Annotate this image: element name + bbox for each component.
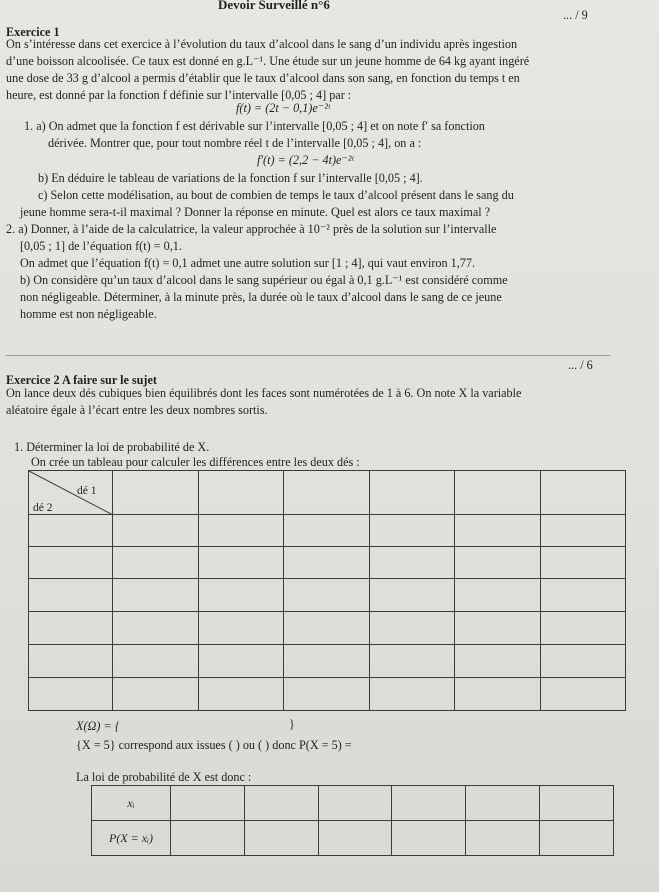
ex1-q1a-line: 1. a) On admet que la fonction f est dérivable sur l’intervalle [0,05 ; 4] et on note f′ sa fonction — [24, 119, 485, 133]
law-cell[interactable] — [466, 786, 540, 821]
table-cell[interactable] — [284, 515, 370, 547]
table-cell[interactable] — [284, 547, 370, 579]
table-cell[interactable] — [113, 515, 199, 547]
difference-table — [28, 470, 626, 711]
law-cell[interactable] — [171, 821, 245, 856]
law-cell[interactable] — [392, 821, 466, 856]
ex2-score: ... / 6 — [568, 358, 593, 372]
ex1-intro-line: une dose de 33 g d’alcool a permis d’établir que le taux d’alcool dans son sang, en fonction du temps t en — [6, 71, 520, 85]
table-cell[interactable] — [113, 678, 199, 711]
law-cell[interactable] — [244, 786, 318, 821]
table-cell[interactable] — [369, 547, 455, 579]
table-cell[interactable] — [369, 471, 455, 515]
corner-label-die2: dé 2 — [33, 502, 53, 514]
corner-label-die1: dé 1 — [77, 485, 97, 497]
table-cell[interactable] — [198, 579, 284, 612]
table-cell[interactable] — [369, 579, 455, 612]
divider — [6, 355, 610, 356]
ex1-q1c-line: jeune homme sera-t-il maximal ? Donner la réponse en minute. Quel est alors ce taux maximal ? — [20, 205, 491, 219]
table-cell[interactable] — [284, 645, 370, 678]
law-cell[interactable] — [318, 786, 392, 821]
table-cell[interactable] — [198, 645, 284, 678]
table-cell[interactable] — [198, 515, 284, 547]
omega-set-close: } — [289, 717, 295, 731]
table-cell[interactable] — [540, 678, 626, 711]
ex1-q2a-line: On admet que l’équation f(t) = 0,1 admet une autre solution sur [1 ; 4], qui vaut environ 1,77. — [20, 256, 475, 270]
table-cell[interactable] — [540, 645, 626, 678]
table-cell[interactable] — [113, 645, 199, 678]
probability-law-table — [91, 785, 614, 856]
ex1-q1c-line: c) Selon cette modélisation, au bout de combien de temps le taux d’alcool présent dans le sang du — [38, 188, 514, 202]
page-title: Devoir Surveillé n°6 — [218, 0, 330, 12]
ex1-q1a-line: dérivée. Montrer que, pour tout nombre réel t de l’intervalle [0,05 ; 4], on a : — [48, 136, 422, 150]
table-cell[interactable] — [198, 547, 284, 579]
table-cell[interactable] — [540, 579, 626, 612]
table-cell[interactable] — [284, 678, 370, 711]
table-cell[interactable] — [540, 515, 626, 547]
table-cell[interactable] — [29, 515, 113, 547]
ex1-intro-line: d’une boisson alcoolisée. Ce taux est donné en g.L⁻¹. Une étude sur un jeune homme de 64 kg ayant ingéré — [6, 54, 530, 68]
ex1-title: Exercice 1 — [6, 25, 60, 39]
table-cell[interactable] — [455, 547, 541, 579]
ex1-q2b-line: non négligeable. Déterminer, à la minute près, la durée où le taux d’alcool dans le sang de ce jeune — [20, 290, 502, 304]
table-cell[interactable] — [369, 612, 455, 645]
ex1-intro-line: On s’intéresse dans cet exercice à l’évolution du taux d’alcool dans le sang d’un individu après ingestion — [6, 37, 518, 51]
ex1-q2b-line: b) On considère qu’un taux d’alcool dans le sang supérieur ou égal à 0,1 g.L⁻¹ est considéré comme — [20, 273, 508, 287]
ex2-title: Exercice 2 A faire sur le sujet — [6, 373, 157, 387]
formula-f: f(t) = (2t − 0,1)e⁻²ᵗ — [236, 101, 330, 115]
ex1-q1b: b) En déduire le tableau de variations de la fonction f sur l’intervalle [0,05 ; 4]. — [38, 171, 423, 185]
table-cell[interactable] — [113, 471, 199, 515]
law-header-p: P(X = xᵢ) — [92, 821, 171, 856]
table-cell[interactable] — [29, 645, 113, 678]
ex2-q1: 1. Déterminer la loi de probabilité de X. — [14, 440, 210, 454]
ex1-q2a-line: 2. a) Donner, à l’aide de la calculatrice, la valeur approchée à 10⁻² près de la solution sur l’intervalle — [6, 222, 497, 236]
law-cell[interactable] — [244, 821, 318, 856]
table-cell[interactable] — [284, 471, 370, 515]
table-cell[interactable] — [113, 612, 199, 645]
law-header-x: xᵢ — [92, 786, 171, 821]
omega-set-label: X(Ω) = { — [76, 719, 120, 733]
table-cell[interactable] — [284, 579, 370, 612]
ex2-intro-line: On lance deux dés cubiques bien équilibrés dont les faces sont numérotées de 1 à 6. On note X la variable — [6, 386, 522, 400]
table-cell[interactable] — [29, 612, 113, 645]
ex1-score: ... / 9 — [563, 8, 588, 22]
ex1-q2a-line: [0,05 ; 1] de l’équation f(t) = 0,1. — [20, 239, 182, 253]
law-cell[interactable] — [540, 821, 614, 856]
law-cell[interactable] — [540, 786, 614, 821]
table-cell[interactable] — [455, 471, 541, 515]
law-intro: La loi de probabilité de X est donc : — [76, 770, 252, 784]
table-cell[interactable] — [455, 579, 541, 612]
law-cell[interactable] — [392, 786, 466, 821]
table-cell[interactable] — [29, 547, 113, 579]
table-cell[interactable] — [29, 579, 113, 612]
table-cell[interactable] — [198, 678, 284, 711]
law-cell[interactable] — [466, 821, 540, 856]
table-cell[interactable] — [113, 547, 199, 579]
table-cell[interactable] — [284, 612, 370, 645]
ex2-intro-line: aléatoire égale à l’écart entre les deux nombres sortis. — [6, 403, 268, 417]
table-cell[interactable] — [198, 612, 284, 645]
table-cell[interactable] — [455, 612, 541, 645]
ex1-intro-line: heure, est donné par la fonction f définie sur l’intervalle [0,05 ; 4] par : — [6, 88, 352, 102]
table-cell[interactable] — [455, 645, 541, 678]
table-cell[interactable] — [369, 645, 455, 678]
table-cell[interactable] — [540, 612, 626, 645]
table-cell[interactable] — [455, 678, 541, 711]
law-cell[interactable] — [318, 821, 392, 856]
table-cell[interactable] — [540, 471, 626, 515]
table-cell[interactable] — [369, 515, 455, 547]
table-cell[interactable] — [455, 515, 541, 547]
x-equals-5-line: {X = 5} correspond aux issues ( ) ou ( ) donc P(X = 5) = — [76, 738, 352, 752]
table-corner-cell — [29, 471, 113, 515]
table-cell[interactable] — [29, 678, 113, 711]
table-intro: On crée un tableau pour calculer les différences entre les deux dés : — [31, 455, 360, 469]
table-cell[interactable] — [198, 471, 284, 515]
law-cell[interactable] — [171, 786, 245, 821]
formula-f-prime: f′(t) = (2,2 − 4t)e⁻²ᵗ — [257, 153, 354, 167]
ex1-q2b-line: homme est non négligeable. — [20, 307, 157, 321]
table-cell[interactable] — [369, 678, 455, 711]
table-cell[interactable] — [113, 579, 199, 612]
table-cell[interactable] — [540, 547, 626, 579]
